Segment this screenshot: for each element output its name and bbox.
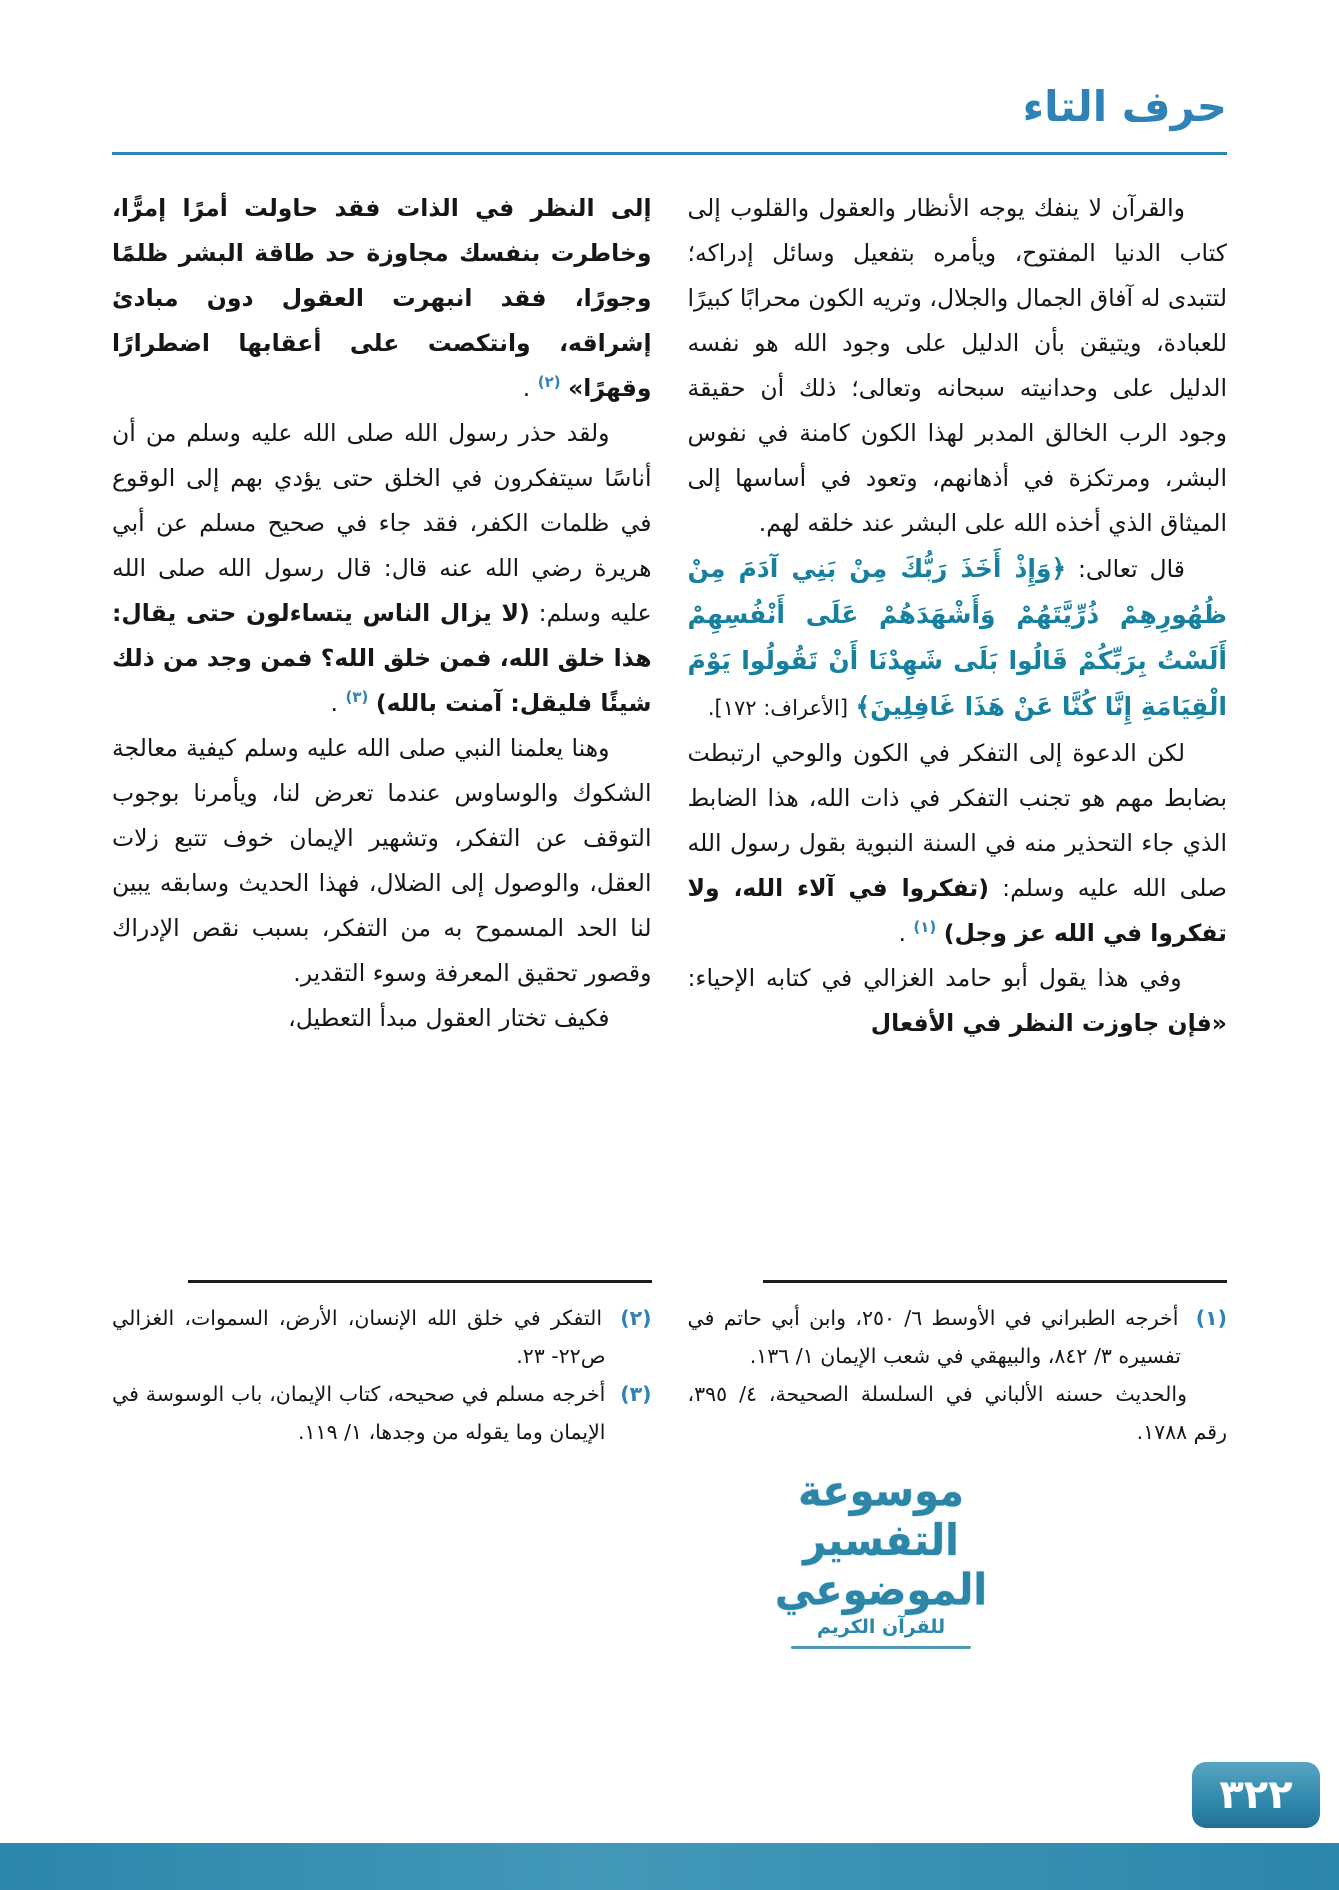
footnote-text: أخرجه الطبراني في الأوسط ٦/ ٢٥٠، وابن أبي حاتم في تفسيره ٣/ ٨٤٢، والبيهقي في شعب الإيمان ١/ ١٣٦. xyxy=(687,1306,1181,1368)
footnote-marker: (١) xyxy=(1195,1306,1227,1330)
paragraph-text: وفي هذا يقول أبو حامد الغزالي في كتابه الإحياء: xyxy=(687,964,1182,992)
publisher-logo xyxy=(726,1466,1036,1649)
footnote-item xyxy=(112,1299,652,1375)
footnote-item xyxy=(688,1299,1228,1375)
body-paragraph: وهنا يعلمنا النبي صلى الله عليه وسلم كيفية معالجة الشكوك والوساوس عندما تعرض لنا، ويأمرنا بوجوب التوقف عن التفكر، وتشهير الإيمان خوف تتبع زلات العقل، والوصول إلى الضلال، فهذا الحديث وسابقه يبين لنا الحد المسموح به من التفكر، بسبب نقص الإدراك وقصور تحقيق المعرفة وسوء التقدير. xyxy=(112,734,652,987)
paragraph-text: . xyxy=(330,689,338,717)
chapter-title: حرف التاء xyxy=(1022,82,1227,131)
footnote-separator xyxy=(763,1280,1227,1283)
footnote-item xyxy=(688,1375,1228,1451)
paragraph-text: لكن الدعوة إلى التفكر في الكون والوحي ارتبطت بضابط مهم هو تجنب التفكر في ذات الله، هذا الضابط الذي جاء التحذير منه في السنة النبوية بقول رسول الله صلى الله عليه وسلم: xyxy=(687,739,1227,902)
publisher-logo-title: موسوعة التفسير الموضوعي xyxy=(774,1466,988,1616)
footnote-ref: (١) xyxy=(913,918,937,936)
ghazali-quote: إلى النظر في الذات فقد حاولت أمرًا إمرًّا، وخاطرت بنفسك مجاوزة حد طاقة البشر ظلمًا وجورًا، فقد انبهرت العقول دون مبادئ إشراقه، وانتكصت على أعقابها اضطرارًا وقهرًا» xyxy=(112,194,652,402)
paragraph-text: ولقد حذر رسول الله صلى الله عليه وسلم من أن أناسًا سيتفكرون في الخلق حتى يؤدي بهم إلى الوقوع في ظلمات الكفر، فقد جاء في صحيح مسلم عن أبي هريرة رضي الله عنه قال: قال رسول الله صلى الله عليه وسلم: xyxy=(112,419,652,627)
ghazali-quote: «فإن جاوزت النظر في الأفعال xyxy=(870,1009,1227,1037)
publisher-logo-flourish-icon xyxy=(791,1646,971,1649)
column-left xyxy=(112,186,652,1046)
footnote-separator xyxy=(188,1280,652,1283)
body-paragraph xyxy=(112,411,652,726)
verse-citation: [الأعراف: ١٧٢]. xyxy=(707,696,849,720)
footnotes-right xyxy=(688,1280,1228,1451)
body-paragraph: فكيف تختار العقول مبدأ التعطيل، xyxy=(288,1004,610,1032)
footnote-item xyxy=(112,1375,652,1451)
publisher-logo-subtitle: للقرآن الكريم xyxy=(816,1616,946,1638)
verse-lead: قال تعالى: xyxy=(1066,555,1185,583)
footnote-ref: (٢) xyxy=(537,373,561,391)
bottom-band xyxy=(0,1843,1339,1890)
footnotes-left xyxy=(112,1280,652,1451)
paragraph-text: . xyxy=(522,374,531,402)
footnote-columns xyxy=(112,1280,1227,1451)
body-paragraph xyxy=(112,186,652,411)
column-right xyxy=(688,186,1228,1046)
hadith-quote: (تفكروا في آلاء الله، ولا تفكروا في الله عز وجل) xyxy=(687,874,1227,947)
hadith-quote: (لا يزال الناس يتساءلون حتى يقال: هذا خلق الله، فمن خلق الله؟ فمن وجد من ذلك شيئًا فليقل: آمنت بالله) xyxy=(112,599,652,717)
footnote-text: والحديث حسنه الألباني في السلسلة الصحيحة، ٤/ ٣٩٥، رقم ١٧٨٨. xyxy=(687,1382,1227,1444)
footnote-ref: (٣) xyxy=(345,688,369,706)
body-paragraph xyxy=(688,731,1228,956)
body-columns xyxy=(112,186,1227,1046)
body-paragraph-verse xyxy=(688,546,1228,731)
footnote-marker: (٣) xyxy=(620,1382,652,1406)
body-paragraph: والقرآن لا ينفك يوجه الأنظار والعقول والقلوب إلى كتاب الدنيا المفتوح، ويأمره بتفعيل وسائل إدراكه؛ لتتبدى له آفاق الجمال والجلال، وتريه الكون محرابًا كبيرًا للعبادة، ويتيقن بأن الدليل على وجود الله هو نفسه الدليل على وحدانيته سبحانه وتعالى؛ ذلك أن حقيقة وجود الرب الخالق المدبر لهذا الكون كامنة في نفوس البشر، ومرتكزة في أذهانهم، وتعود في أساسها إلى الميثاق الذي أخذه الله على البشر عند خلقه لهم. xyxy=(687,194,1227,537)
page-number-badge: ٣٢٢ xyxy=(1192,1762,1320,1828)
chapter-rule xyxy=(112,152,1227,155)
paragraph-text: . xyxy=(898,919,906,947)
footnote-text: أخرجه مسلم في صحيحه، كتاب الإيمان، باب الوسوسة في الإيمان وما يقوله من وجدها، ١/ ١١٩. xyxy=(112,1382,606,1444)
quran-verse: ﴿وَإِذْ أَخَذَ رَبُّكَ مِنْ بَنِي آدَمَ مِنْ ظُهُورِهِمْ ذُرِّيَّتَهُمْ وَأَشْهَدَهُمْ عَلَى أَنْفُسِهِمْ أَلَسْتُ بِرَبِّكُمْ قَالُوا بَلَى شَهِدْنَا أَنْ تَقُولُوا يَوْمَ الْقِيَامَةِ إِنَّا كُنَّا عَنْ هَذَا غَافِلِينَ﴾ xyxy=(687,554,1227,721)
footnote-text: التفكر في خلق الله الإنسان، الأرض، السموات، الغزالي ص٢٢- ٢٣. xyxy=(112,1306,606,1368)
body-paragraph xyxy=(688,956,1228,1046)
footnote-marker: (٢) xyxy=(620,1306,652,1330)
